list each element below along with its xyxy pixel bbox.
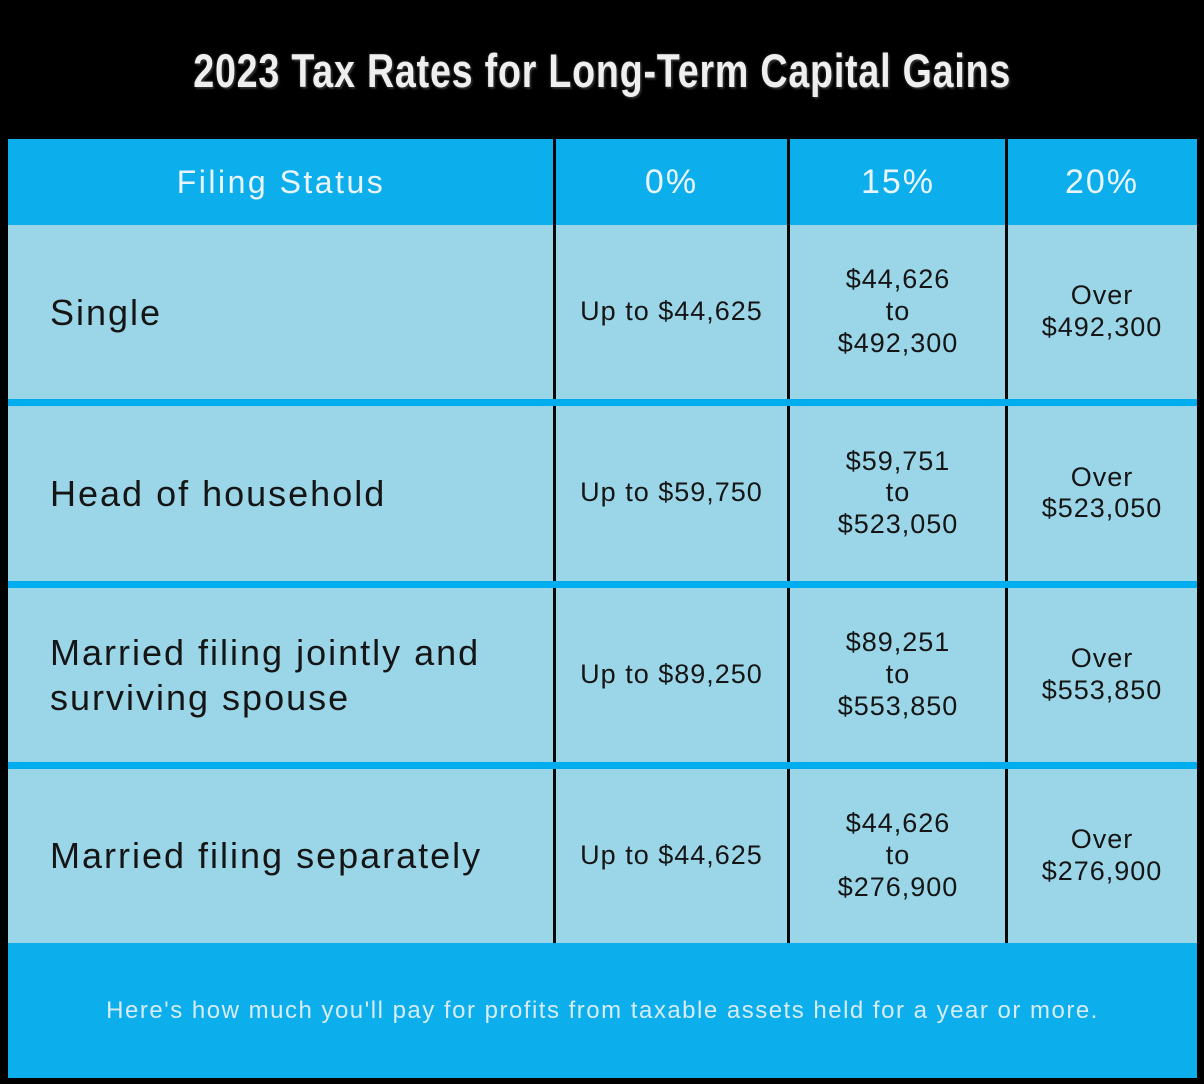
header-cell-15-percent: 15% (860, 162, 936, 201)
row-label: Married filing jointly and surviving spouse (50, 631, 481, 718)
row-separator (8, 581, 1197, 588)
rate-20-prefix: Over (1070, 824, 1134, 855)
cell-rate-20 (1007, 769, 1197, 943)
cell-rate-0 (554, 406, 789, 580)
rate-15-to: $276,900 (837, 871, 959, 902)
tax-rates-table (8, 139, 1197, 943)
cell-filing-status (8, 769, 554, 943)
rate-15-to: $492,300 (837, 328, 959, 359)
table-row-head-of-household (8, 406, 1197, 580)
rate-0-value: Up to $59,750 (580, 477, 763, 508)
rate-15-from: $44,626 (845, 264, 951, 295)
rate-0-value: Up to $89,250 (580, 658, 763, 689)
rate-15-connector: to (885, 296, 911, 327)
rate-15-from: $89,251 (845, 626, 951, 657)
row-separator (8, 399, 1197, 406)
cell-filing-status (8, 225, 554, 399)
cell-rate-0 (554, 588, 789, 762)
rate-20-prefix: Over (1070, 280, 1134, 311)
cell-filing-status (8, 588, 554, 762)
rate-20-amount: $523,050 (1041, 493, 1163, 524)
rate-15-from: $59,751 (845, 445, 951, 476)
table-row-married-filing-separately (8, 769, 1197, 943)
rate-15-from: $44,626 (845, 808, 951, 839)
table-row-married-filing-jointly (8, 588, 1197, 762)
rate-20-amount: $276,900 (1041, 855, 1163, 886)
cell-rate-20 (1007, 588, 1197, 762)
header-cell-filing-status: Filing Status (176, 163, 386, 200)
cell-rate-20 (1007, 406, 1197, 580)
rate-20-amount: $492,300 (1041, 312, 1163, 343)
cell-rate-0 (554, 769, 789, 943)
rate-15-to: $523,050 (837, 509, 959, 540)
cell-rate-15 (789, 769, 1007, 943)
cell-rate-15 (789, 406, 1007, 580)
rate-20-amount: $553,850 (1041, 674, 1163, 705)
header-cell-20-percent: 20% (1064, 162, 1140, 201)
rate-0-value: Up to $44,625 (580, 296, 763, 327)
footer-note: Here's how much you'll pay for profits from taxable assets held for a year or more. (8, 943, 1197, 1078)
cell-rate-15 (789, 588, 1007, 762)
page-title-text: 2023 Tax Rates for Long-Term Capital Gains (193, 43, 1011, 97)
page-title (0, 38, 1204, 102)
rate-20-prefix: Over (1070, 461, 1134, 492)
row-label: Single (50, 291, 163, 333)
header-cell-0-percent: 0% (644, 162, 699, 201)
cell-filing-status (8, 406, 554, 580)
rate-15-connector: to (885, 477, 911, 508)
column-divider (553, 139, 556, 943)
table-row-single (8, 225, 1197, 399)
table-body (8, 225, 1197, 943)
column-divider (1005, 139, 1008, 943)
rate-15-connector: to (885, 839, 911, 870)
row-label: Married filing separately (50, 835, 483, 877)
rate-15-connector: to (885, 658, 911, 689)
row-label: Head of household (50, 472, 387, 514)
cell-rate-0 (554, 225, 789, 399)
table-header-row (8, 139, 1197, 225)
column-divider (787, 139, 790, 943)
cell-rate-15 (789, 225, 1007, 399)
row-separator (8, 762, 1197, 769)
rate-15-to: $553,850 (837, 690, 959, 721)
cell-rate-20 (1007, 225, 1197, 399)
rate-20-prefix: Over (1070, 642, 1134, 673)
rate-0-value: Up to $44,625 (580, 839, 763, 870)
